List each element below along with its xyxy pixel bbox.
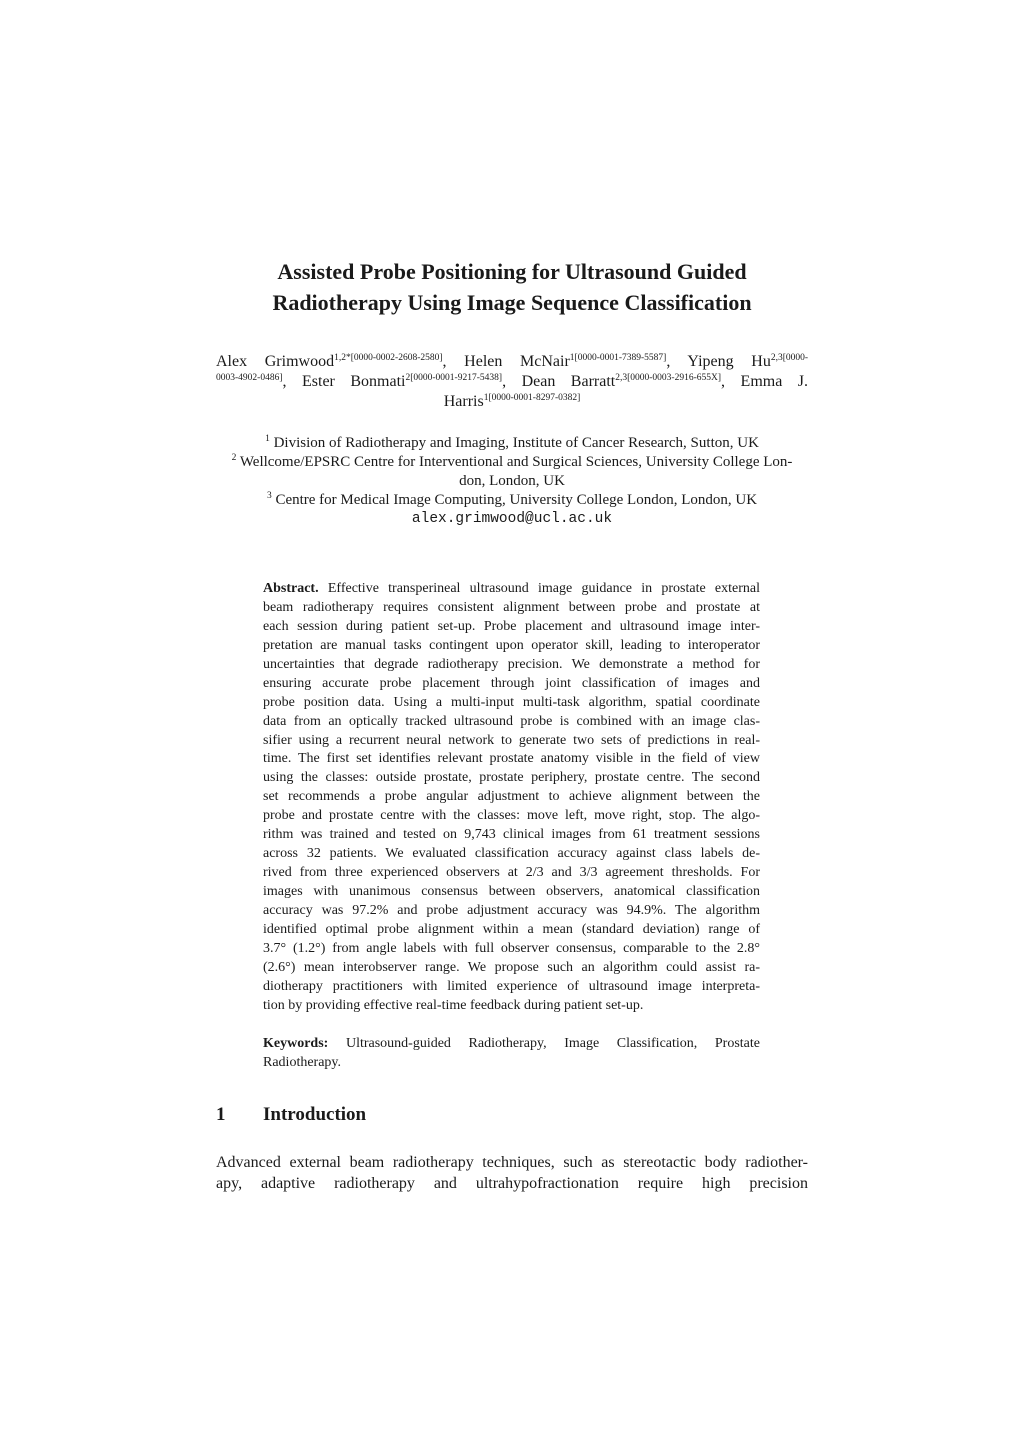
abstract-line: data from an optically tracked ultrasound probe is combined with an image clas- [263, 713, 760, 729]
affiliation-number: 2 [231, 453, 237, 463]
affiliation-2 [200, 453, 824, 472]
affiliation-text: Centre for Medical Image Computing, University College London, London, UK [275, 492, 758, 508]
keywords-text: Ultrasound-guided Radiotherapy, Image Classification, Prostate [345, 1036, 761, 1051]
abstract-line: images with unanimous consensus between observers, anatomical classification [263, 884, 760, 899]
affiliation-text: Wellcome/EPSRC Centre for Interventional and Surgical Sciences, University College Lon- [239, 454, 793, 470]
section-title: Introduction [263, 1104, 367, 1125]
abstract-line: 3.7° (1.2°) from angle labels with full observer consensus, comparable to the 2.8° [263, 940, 760, 956]
abstract-line: using the classes: outside prostate, prostate periphery, prostate centre. The second [263, 770, 760, 786]
abstract-line: rithm was trained and tested on 9,743 clinical images from 61 treatment sessions [263, 827, 760, 843]
author-orcid: 0003-4902-0486] [216, 373, 283, 383]
author-line-3 [216, 392, 808, 412]
affiliation-1 [200, 434, 824, 453]
author-name: Alex Grimwood [216, 353, 335, 370]
abstract-line: across 32 patients. We evaluated classification accuracy against class labels de- [263, 846, 760, 862]
abstract-line: time. The first set identifies relevant prostate anatomy visible in the field of view [263, 751, 760, 767]
title-line-2: Radiotherapy Using Image Sequence Classification [272, 290, 752, 315]
keywords-line: Radiotherapy. [263, 1054, 342, 1070]
abstract-text: Effective transperineal ultrasound image guidance in prostate external [327, 581, 760, 596]
contact-email[interactable]: alex.grimwood@ucl.ac.uk [411, 511, 613, 527]
author-orcid: 2,3[0000-0003-2916-655X] [615, 373, 722, 383]
author-name: Dean Barratt [521, 373, 616, 390]
author-orcid: 2[0000-0001-9217-5438] [405, 373, 503, 383]
section-number: 1 [216, 1104, 226, 1125]
abstract-line: each session during patient set-up. Probe placement and ultrasound image inter- [263, 618, 760, 634]
abstract-line: diotherapy practitioners with limited experience of ultrasound image interpreta- [263, 978, 760, 994]
affiliation-2-cont: don, London, UK [459, 473, 565, 489]
abstract-line: pretation are manual tasks contingent upon operator skill, leading to interoperator [263, 637, 760, 653]
keywords [263, 1034, 760, 1072]
author-line-1: Alex Grimwood$^{1,2*[0000-0002-2608-2580]}$, Helen McNair$^{1[0000-0001-7389-5587]}$, Yipeng $Hu^{2,3[0000-}$ [216, 353, 809, 370]
title-line-1: Assisted Probe Positioning for Ultrasound Guided [277, 259, 747, 284]
abstract-line: ensuring accurate probe placement through joint classification of images and [263, 675, 760, 691]
body-text [216, 1152, 808, 1194]
author-orcid: 1,2*[0000-0002-2608-2580] [334, 353, 443, 363]
affiliation-number: 1 [265, 434, 270, 444]
abstract-line: rived from three experienced observers at 2/3 and 3/3 agreement thresholds. For [263, 865, 760, 881]
author-name: Yipeng Hu [687, 353, 771, 370]
author-name: Helen McNair [464, 353, 570, 370]
keywords-label: Keywords: [263, 1036, 329, 1051]
author-list [216, 352, 808, 412]
author-orcid: 2,3[0000- [770, 353, 809, 363]
abstract-line: beam radiotherapy requires consistent alignment between probe and prostate at [263, 599, 760, 615]
affiliation-text: Division of Radiotherapy and Imaging, Institute of Cancer Research, Sutton, UK [273, 435, 759, 451]
author-name: Harris [443, 393, 484, 410]
affiliation-3 [200, 491, 824, 510]
abstract-line: tion by providing effective real-time feedback during patient set-up. [263, 997, 644, 1013]
author-name: Emma J. [740, 373, 809, 390]
paper-title [180, 256, 844, 318]
author-name: Ester Bonmati [302, 373, 406, 390]
abstract-line: sifier using a recurrent neural network to generate two sets of predictions in real- [263, 732, 760, 748]
author-orcid: 1[0000-0001-8297-0382] [483, 393, 581, 403]
abstract-line: probe position data. Using a multi-input multi-task algorithm, spatial coordinate [263, 694, 760, 710]
abstract-line: probe and prostate centre with the classes: move left, move right, stop. The algo- [263, 808, 760, 824]
affiliations [200, 434, 824, 529]
abstract-line: accuracy was 97.2% and probe adjustment accuracy was 94.9%. The algorithm [263, 902, 760, 918]
abstract-line [263, 580, 760, 599]
affiliation-number: 3 [266, 491, 272, 501]
abstract-label: Abstract. [263, 581, 319, 596]
body-line: Advanced external beam radiotherapy techniques, such as stereotactic body radiother- [216, 1154, 808, 1171]
abstract-line: uncertainties that degrade radiotherapy precision. We demonstrate a method for [263, 656, 760, 672]
body-line: apy, adaptive radiotherapy and ultrahypofractionation require high precision [216, 1175, 808, 1192]
author-orcid: 1[0000-0001-7389-5587] [569, 353, 667, 363]
abstract [263, 580, 760, 1016]
author-line-2: $^{0003-4902-0486]}$, Ester Bonmati$^{2[0000-0001-9217-5438]}$, Dean Barratt$^{2,3[0000-0003-2916-655X]}$, Emma J. [216, 373, 809, 390]
keywords-line [263, 1034, 760, 1053]
section-heading [216, 1104, 366, 1126]
abstract-line: (2.6°) mean interobserver range. We propose such an algorithm could assist ra- [263, 959, 760, 975]
abstract-line: set recommends a probe angular adjustment to achieve alignment between the [263, 789, 760, 805]
abstract-line: identified optimal probe alignment within a mean (standard deviation) range of [263, 921, 760, 937]
